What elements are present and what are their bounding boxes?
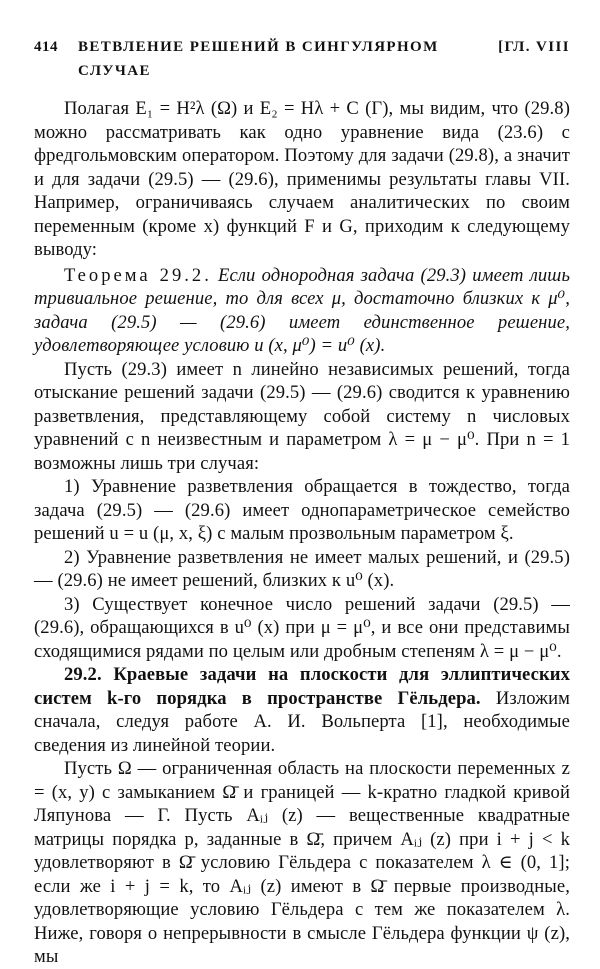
chapter-label: [ГЛ. VIII [498, 39, 570, 55]
section-29-2 [34, 663, 570, 757]
paragraph-intro: Полагая E₁ = H²λ (Ω) и E₂ = Hλ + C (Γ), мы видим, что (29.8) можно рассматривать как одно уравнение вида (23.6) с фредгольмовским оператором. Поэтому для задачи (29.8), а значит и для задачи (29.5) — (29.6), применимы результаты главы VII. Например, ограничиваясь случаем аналитических по своим переменным (кроме x) функций F и G, приходим к следующему выводу: [34, 98, 570, 260]
case-3: 3) Существует конечное число решений задачи (29.5) — (29.6), обращающихся в u⁰ (x) при μ = μ⁰, и все они представимы сходящимися рядами по целым или дробным степеням λ = μ − μ⁰. [34, 593, 570, 662]
running-title: ВЕТВЛЕНИЕ РЕШЕНИЙ В СИНГУЛЯРНОМ СЛУЧАЕ [78, 39, 439, 79]
running-header [34, 36, 570, 83]
theorem-body: Если однородная задача (29.3) имеет лишь тривиальное решение, то для всех μ, достаточно близких к μ⁰, задача (29.5) — (29.6) имеет единственное решение, удовлетворяющее условию u (x, μ⁰) = u⁰ (x). [34, 264, 571, 356]
case-1: 1) Уравнение разветвления обращается в тождество, тогда задача (29.5) — (29.6) имеет однопараметрическое семейство решений u = u (μ, x, ξ) с малым прозвольным параметром ξ. [34, 476, 570, 544]
paragraph-n-solutions: Пусть (29.3) имеет n линейно независимых решений, тогда отыскание решений задачи (29.5) — (29.6) сводится к уравнению разветвления, представляющему собой систему n числовых уравнений с n неизвестным и параметром λ = μ − μ⁰. При n = 1 возможны лишь три случая: [34, 358, 570, 474]
paragraph-domain: Пусть Ω — ограниченная область на плоскости переменных z = (x, y) с замыканием Ω̄ и границей — k-кратно гладкой кривой Ляпунова — Γ. Пусть Aᵢⱼ (z) — вещественные квадратные матрицы порядка p, заданные в Ω̄, причем Aᵢⱼ (z) при i + j < k удовлетворяют в Ω̄ условию Гёльдера с показателем λ ∈ (0, 1]; если же i + j = k, то Aᵢⱼ (z) имеют в Ω̄ первые производные, удовлетворяющие условию Гёльдера с тем же показателем λ. Ниже, говоря о непрерывности в смысле Гёльдера функции ψ (z), мы [34, 758, 570, 967]
section-intro-text: Изложим сначала, следуя работе А. И. Вольперта [1], необходимые сведения из линейной теории. [34, 687, 570, 756]
page-number: 414 [34, 39, 58, 55]
section-heading: 29.2. Краевые задачи на плоскости для эллиптических систем k-го порядка в пространстве Гёльдера. [34, 664, 570, 709]
case-2: 2) Уравнение разветвления не имеет малых решений, и (29.5) — (29.6) не имеет решений, близких к u⁰ (x). [34, 546, 570, 591]
theorem-label: Теорема 29.2. [64, 264, 212, 286]
theorem-29-2 [34, 264, 570, 358]
